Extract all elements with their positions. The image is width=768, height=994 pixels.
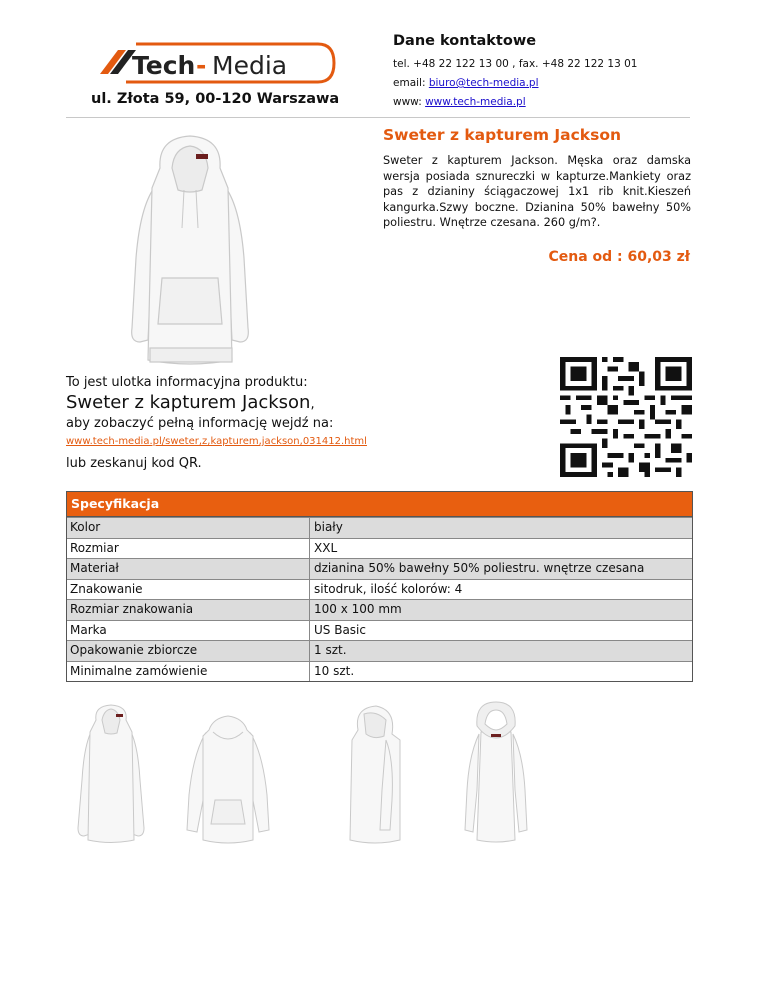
product-description: Sweter z kapturem Jackson. Męska oraz damska wersja posiada sznureczki w kapturze.Mankiety oraz pas z dzianiny ściągaczowej 1x1 rib knit.Kieszeń kangurka.Szwy boczne. Dzianina 50% bawełny 50% poliestru. Wnętrze czesana. 260 g/m?. bbox=[383, 154, 691, 229]
qr-code[interactable] bbox=[560, 357, 692, 477]
product-link[interactable]: www.tech-media.pl/sweter,z,kapturem,jackson,031412.html bbox=[66, 436, 367, 447]
spec-value: 10 szt. bbox=[314, 663, 355, 678]
spec-key: Rozmiar znakowania bbox=[67, 600, 310, 620]
company-address: ul. Złota 59, 00-120 Warszawa bbox=[91, 91, 340, 107]
spec-value: dzianina 50% bawełny 50% poliestru. wnętrze czesana bbox=[314, 561, 645, 575]
spec-value: biały bbox=[314, 520, 343, 534]
email-label: email: bbox=[393, 77, 429, 89]
leaflet-product-name-text: Sweter z kapturem Jackson bbox=[66, 392, 311, 413]
leaflet-comma: , bbox=[310, 397, 315, 412]
table-row bbox=[67, 538, 692, 559]
table-row bbox=[67, 558, 692, 579]
email-link[interactable]: biuro@tech-media.pl bbox=[428, 77, 539, 89]
spec-table bbox=[66, 491, 693, 682]
spec-value: sitodruk, ilość kolorów: 4 bbox=[314, 581, 463, 596]
spec-value: XXL bbox=[314, 540, 338, 555]
spec-header: Specyfikacja bbox=[67, 492, 692, 517]
contact-phones: tel. +48 22 122 13 00 , fax. +48 22 122 13 01 bbox=[393, 58, 638, 70]
leaflet-scan: lub zeskanuj kod QR. bbox=[66, 456, 202, 471]
product-price: Cena od : 60,03 zł bbox=[548, 249, 690, 265]
contact-title: Dane kontaktowe bbox=[393, 33, 537, 49]
spec-key: Minimalne zamówienie bbox=[67, 662, 310, 682]
table-row bbox=[67, 620, 692, 641]
leaflet-product-name bbox=[66, 392, 315, 413]
spec-value: 1 szt. bbox=[314, 643, 347, 657]
logo-part-media: Media bbox=[212, 51, 288, 80]
spec-key: Materiał bbox=[67, 559, 310, 579]
table-row bbox=[67, 640, 692, 661]
leaflet-intro: To jest ulotka informacyjna produktu: bbox=[66, 375, 308, 390]
spec-key: Kolor bbox=[67, 518, 310, 538]
spec-key: Opakowanie zbiorcze bbox=[67, 641, 310, 661]
hoodie-thumbnail-side[interactable] bbox=[330, 700, 420, 850]
hoodie-image bbox=[110, 128, 270, 376]
spec-key: Marka bbox=[67, 621, 310, 641]
product-title: Sweter z kapturem Jackson bbox=[383, 126, 622, 144]
hoodie-thumbnail-open[interactable] bbox=[183, 700, 273, 850]
spec-key: Znakowanie bbox=[67, 580, 310, 600]
table-row bbox=[67, 579, 692, 600]
spec-value: 100 x 100 mm bbox=[314, 602, 402, 616]
spec-value: US Basic bbox=[314, 622, 366, 637]
logo-dash: - bbox=[196, 51, 207, 80]
www-label: www: bbox=[393, 96, 426, 108]
table-row bbox=[67, 661, 692, 682]
leaflet-visit: aby zobaczyć pełną informację wejdź na: bbox=[66, 416, 334, 431]
hoodie-thumbnail-back[interactable] bbox=[451, 700, 541, 850]
spec-key: Rozmiar bbox=[67, 539, 310, 559]
hoodie-thumbnail-front[interactable] bbox=[66, 700, 156, 850]
table-row bbox=[67, 517, 692, 538]
table-row bbox=[67, 599, 692, 620]
www-link[interactable]: www.tech-media.pl bbox=[425, 96, 526, 108]
header-divider bbox=[66, 117, 690, 118]
logo-part-tech: Tech bbox=[132, 51, 196, 80]
tech-media-logo[interactable] bbox=[96, 38, 336, 88]
contact-www-line bbox=[393, 96, 526, 108]
contact-email-line bbox=[393, 77, 539, 89]
